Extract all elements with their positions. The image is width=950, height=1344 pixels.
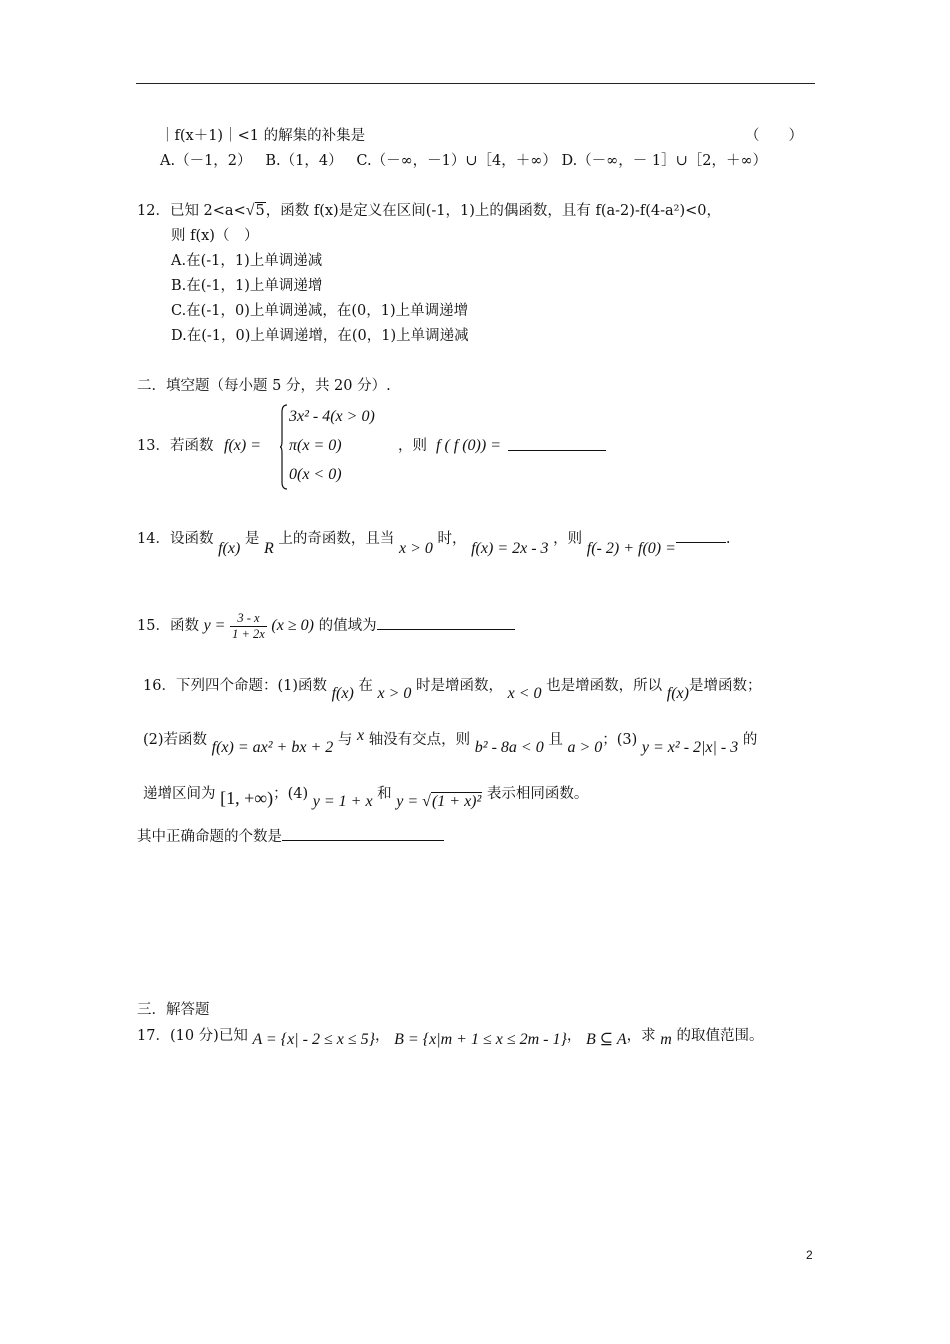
q13-case-1: 3x² - 4(x > 0) xyxy=(289,408,375,425)
q13-prefix: 13．若函数 xyxy=(137,438,214,454)
q11-option-d: D.（－∞，－ 1］∪［2，＋∞） xyxy=(561,153,768,169)
q12-option-b: B.在(-1，1)上单调递增 xyxy=(171,278,323,294)
q16-line-2: (2)若函数 f(x) = ax² + bx + 2 与 x 轴没有交点，则 b² - 8a < 0 且 a > 0；(3) y = x² - 2|x| - 3 的 xyxy=(143,727,758,756)
q11-answer-paren: （ ） xyxy=(745,128,803,144)
q12-option-a: A.在(-1，1)上单调递减 xyxy=(171,253,323,269)
q16-line-4: 其中正确命题的个数是 xyxy=(137,826,444,847)
q11-option-c: C.（－∞，－1）∪［4，＋∞） xyxy=(356,153,557,169)
q11-option-a: A.（－1，2） xyxy=(160,153,252,169)
q13-then: ，则 xyxy=(398,438,427,454)
q17-line: 17．(10 分)已知 A = {x| - 2 ≤ x ≤ 5}， B = {x|m + 1 ≤ x ≤ 2m - 1}， B ⊆ A，求 m 的取值范围。 xyxy=(137,1028,764,1048)
q13-fx: f(x) = xyxy=(224,437,261,454)
q12-option-c: C.在(-1，0)上单调递减，在(0，1)上单调递增 xyxy=(171,303,469,319)
q12-stem: 12．已知 2<a<√5，函数 f(x)是定义在区间(-1，1)上的偶函数，且有 f(a-2)-f(4-a²)<0， xyxy=(137,202,721,219)
q13-case-2: π(x = 0) xyxy=(289,437,342,454)
q13-piecewise-brace xyxy=(280,404,288,490)
q15-line: 15．函数 y = $\frac{3 - x}{1 + 2x}$ (x ≥ 0) 的值域为 xyxy=(137,606,515,646)
page-number: 2 xyxy=(806,1248,813,1262)
q12-option-d: D.在(-1，0)上单调递增，在(0，1)上单调递减 xyxy=(171,328,469,344)
q15-fraction: $\frac{3 - x}{1 + 2x}$ xyxy=(232,610,265,641)
q13-ask: f ( f (0)) = xyxy=(436,437,501,454)
q13-case-3: 0(x < 0) xyxy=(289,466,342,483)
q16-line-3: 递增区间为 [1, +∞)；(4) y = 1 + x 和 y = √(1 + x)² 表示相同函数。 xyxy=(143,786,589,810)
q16-line-1: 16．下列四个命题：(1)函数 f(x) 在 x > 0 时是增函数， x < 0 也是增函数，所以 f(x)是增函数； xyxy=(143,678,762,702)
q13-answer-blank xyxy=(508,436,606,457)
q12-stem-line2: 则 f(x)（ ） xyxy=(171,228,259,244)
q11-option-b: B.（1，4） xyxy=(265,153,343,169)
header-rule xyxy=(136,83,815,84)
section-3-title: 三．解答题 xyxy=(137,1002,210,1018)
q11-stem: ｜f(x＋1)｜<1 的解集的补集是 xyxy=(160,128,366,144)
q11-options xyxy=(160,151,767,171)
q14-line: 14．设函数 f(x) 是 R 上的奇函数，且当 x > 0 时， f(x) = 2x - 3 ，则 f(- 2) + f(0) =. xyxy=(137,528,731,549)
section-2-title: 二．填空题（每小题 5 分，共 20 分）. xyxy=(137,378,391,394)
